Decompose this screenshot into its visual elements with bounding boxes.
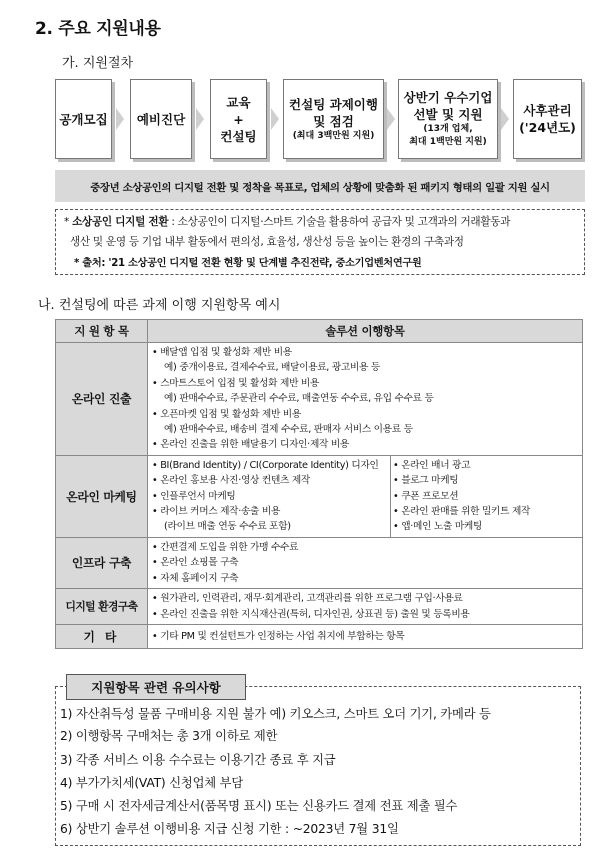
row-content bbox=[148, 624, 583, 648]
flow-step-note: (13개 업체, 최대 1백만원 지원) bbox=[409, 124, 487, 147]
list-example: 예) 중개이용료, 결제수수료, 배달이용료, 광고비용 등 bbox=[164, 362, 380, 374]
flow-step-note: (최대 3백만원 지원) bbox=[292, 130, 375, 141]
flow-step-label: 사후관리 ('24년도) bbox=[519, 103, 576, 135]
list-item: • 앱·메인 노출 마케팅 bbox=[393, 521, 482, 533]
table-row bbox=[56, 624, 583, 648]
definition-text: : 소상공인이 디지털·스마트 기술을 활용하여 공급자 및 고객과의 거래활동과 bbox=[168, 216, 511, 228]
row-content bbox=[148, 343, 583, 456]
definition-term: 소상공인 디지털 전환 bbox=[72, 216, 169, 228]
caution-item: 6) 상반기 솔루션 이행비용 지급 신청 기한 : ~2023년 7월 31일 bbox=[60, 822, 399, 836]
caution-item: 3) 각종 서비스 이용 수수료는 이용기간 종료 후 지급 bbox=[60, 753, 336, 767]
list-item: • 인플루언서 마케팅 bbox=[152, 490, 236, 502]
flow-step-open-recruit bbox=[55, 79, 112, 159]
caution-title: 지원항목 관련 유의사항 bbox=[66, 674, 246, 700]
list-item: • 온라인 쇼핑몰 구축 bbox=[152, 557, 239, 569]
subsection-title-procedure: 가. 지원절차 bbox=[62, 56, 134, 71]
list-item: • 쿠폰 프로모션 bbox=[393, 490, 459, 502]
list-item: • 원가관리, 인력관리, 재무·회계관리, 고객관리를 위한 프로그램 구입·사용료 bbox=[152, 593, 463, 605]
list-example: 예) 판매수수료, 주문관리 수수료, 매출연동 수수료, 유입 수수료 등 bbox=[164, 393, 434, 405]
table-header: 지 원 항 목 bbox=[56, 320, 148, 343]
row-category: 온라인 마케팅 bbox=[56, 455, 148, 537]
arrow-right-icon bbox=[196, 108, 204, 130]
flow-step-label: 예비진단 bbox=[136, 111, 186, 127]
list-item: • 블로그 마케팅 bbox=[393, 475, 459, 487]
flow-step-label: 공개모집 bbox=[59, 111, 108, 127]
list-item: • 배달앱 입점 및 활성화 제반 비용 bbox=[152, 347, 292, 358]
flow-step-label: 상반기 우수기업 선발 및 지원 bbox=[403, 90, 493, 122]
table-row bbox=[56, 589, 583, 625]
table-row bbox=[56, 343, 583, 456]
caution-item: 2) 이행항목 구매처는 총 3개 이하로 제한 bbox=[60, 729, 278, 743]
section-title: 2. 주요 지원내용 bbox=[35, 19, 161, 39]
table-row bbox=[56, 455, 583, 537]
list-item: • 간편결제 도입을 위한 가맹 수수료 bbox=[152, 541, 299, 553]
list-item: • 라이브 커머스 제작·송출 비용 bbox=[152, 506, 281, 518]
source-note: * 출처: '21 소상공인 디지털 전환 현황 및 단계별 추진전략, 중소기업벤처연구원 bbox=[74, 258, 422, 269]
list-item: • 온라인 판매를 위한 밀키트 제작 bbox=[393, 506, 531, 518]
flow-step-excellent-company bbox=[398, 79, 498, 159]
subsection-title-items: 나. 컨설팅에 따른 과제 이행 지원항목 예시 bbox=[38, 298, 281, 313]
table-header: 솔루션 이행항목 bbox=[148, 320, 583, 343]
list-example: (라이브 매출 연동 수수료 포함) bbox=[164, 521, 291, 533]
list-item: • 온라인 진출을 위한 지식재산권(특허, 디자인권, 상표권 등) 출원 및 등록비용 bbox=[152, 608, 470, 620]
table-row bbox=[56, 537, 583, 588]
flow-step-prediagnosis bbox=[130, 79, 192, 159]
caution-item: 4) 부가가치세(VAT) 신청업체 부담 bbox=[60, 776, 244, 790]
flow-step-followup bbox=[513, 79, 582, 159]
support-items-table bbox=[55, 319, 583, 649]
caution-item: 5) 구매 시 전자세금계산서(품목명 표시) 또는 신용카드 결제 전표 제출 필수 bbox=[60, 799, 458, 813]
list-item: • 오픈마켓 입점 및 활성화 제반 비용 bbox=[152, 408, 301, 420]
row-content bbox=[148, 455, 583, 537]
asterisk-icon: * bbox=[64, 216, 69, 228]
flow-step-label: 컨설팅 과제이행 및 점검 bbox=[289, 96, 378, 129]
flow-step-education bbox=[210, 79, 267, 159]
row-content bbox=[148, 589, 583, 625]
row-category: 디지털 환경구축 bbox=[56, 589, 148, 625]
list-item: • 자체 홈페이지 구축 bbox=[152, 572, 239, 584]
list-item: • 온라인 진출을 위한 배달용기 디자인·제작 비용 bbox=[152, 439, 349, 451]
list-item: • 스마트스토어 입점 및 활성화 제반 비용 bbox=[152, 377, 320, 389]
row-category: 온라인 진출 bbox=[56, 343, 148, 456]
arrow-right-icon bbox=[116, 108, 124, 130]
definition-text-cont: 생산 및 운영 등 기업 내부 활동에서 편의성, 효율성, 생산성 등을 높이는 환경의 구축과정 bbox=[70, 236, 464, 248]
arrow-right-icon bbox=[501, 108, 509, 130]
table-header-row bbox=[56, 320, 583, 343]
row-category: 기 타 bbox=[56, 624, 148, 648]
definition-note bbox=[55, 209, 585, 275]
list-item: • BI(Brand Identity) / CI(Corporate Identity) 디자인 bbox=[152, 459, 379, 471]
goal-banner: 중장년 소상공인의 디지털 전환 및 정착을 목표로, 업체의 상황에 맞춤화 된 패키지 형태의 일괄 지원 실시 bbox=[55, 170, 585, 202]
list-item: • 기타 PM 및 컨설턴트가 인정하는 사업 취지에 부합하는 항목 bbox=[152, 630, 405, 642]
row-content bbox=[148, 537, 583, 588]
flow-step-label: 교육 + 컨설팅 bbox=[220, 94, 257, 144]
list-example: 예) 판매수수료, 배송비 결제 수수료, 판매자 서비스 이용료 등 bbox=[164, 424, 413, 436]
caution-item: 1) 자산취득성 물품 구매비용 지원 불가 예) 키오스크, 스마트 오더 기기, 카메라 등 bbox=[60, 707, 491, 721]
flow-step-consulting-task bbox=[283, 79, 384, 159]
arrow-right-icon bbox=[271, 108, 279, 130]
list-item: • 온라인 홍보용 사진·영상 컨텐츠 제작 bbox=[152, 475, 310, 487]
list-item: • 온라인 배너 광고 bbox=[393, 459, 471, 471]
row-category: 인프라 구축 bbox=[56, 537, 148, 588]
arrow-right-icon bbox=[387, 108, 395, 130]
